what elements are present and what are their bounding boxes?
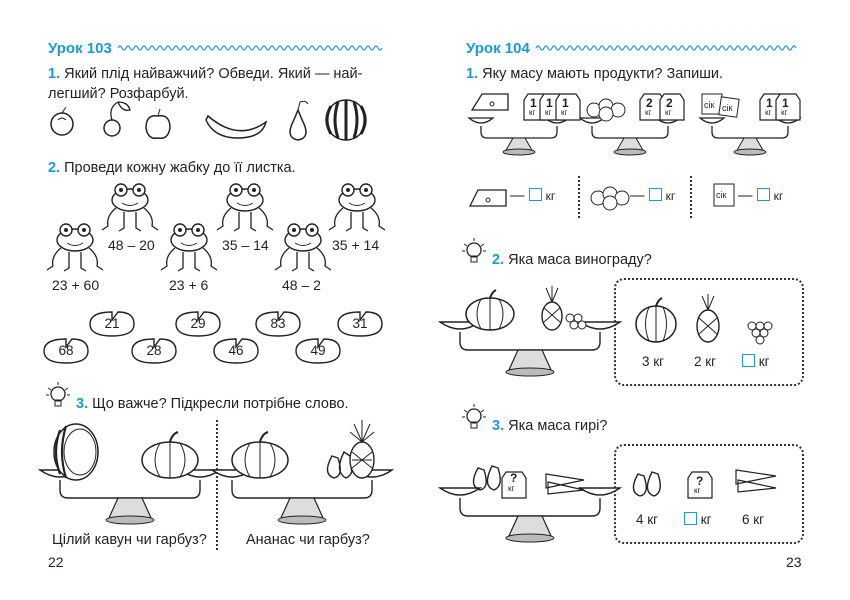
frog-expression: 48 – 2 bbox=[282, 277, 321, 293]
frog-expression: 23 + 6 bbox=[169, 277, 209, 293]
caption-pineapple-pumpkin: Ананас чи гарбуз? bbox=[246, 532, 370, 548]
weight-value: 1 bbox=[546, 96, 553, 110]
task-number: 3. bbox=[492, 418, 505, 434]
task-text: Проведи кожну жабку до її листка. bbox=[64, 160, 296, 176]
leaf-value: 28 bbox=[146, 343, 162, 358]
carrots-icon bbox=[546, 474, 584, 494]
answer-box[interactable] bbox=[684, 512, 697, 525]
weight-question: ? bbox=[696, 474, 704, 488]
weight-value: 1 bbox=[530, 96, 537, 110]
task-text: Яка маса винограду? bbox=[508, 252, 652, 268]
unit-label: кг bbox=[700, 512, 712, 527]
leaf-value: 31 bbox=[352, 316, 368, 331]
unit-label: кг bbox=[773, 189, 784, 203]
unit-label: кг bbox=[758, 354, 770, 369]
task-text: Яка маса гирі? bbox=[508, 418, 608, 434]
pears-icon bbox=[473, 466, 500, 490]
weight-value: 1 bbox=[766, 96, 773, 110]
task-number: 1. bbox=[48, 66, 61, 82]
weight-mass bbox=[684, 510, 712, 530]
dash: — bbox=[738, 188, 753, 204]
weight-value: 2 bbox=[646, 96, 653, 110]
weight-value: 1 bbox=[782, 96, 789, 110]
carrots-mass: 6 кг bbox=[742, 512, 765, 527]
leaf-value: 49 bbox=[310, 343, 326, 358]
unit-label: кг bbox=[665, 189, 676, 203]
task-text: Яку масу мають продукти? Запиши. bbox=[482, 66, 724, 82]
frog-expression: 23 + 60 bbox=[52, 277, 100, 293]
weight-unit: кг bbox=[529, 108, 536, 117]
weight-unit: кг bbox=[694, 486, 701, 495]
weight-question: ? bbox=[510, 471, 518, 485]
frog-expression: 48 – 20 bbox=[108, 237, 155, 253]
task-text-line1: Який плід найважчий? Обведи. Який — най- bbox=[64, 66, 363, 82]
scale-icon bbox=[440, 488, 620, 542]
lesson-104-title: Урок 104 bbox=[466, 40, 530, 57]
unit-label: кг bbox=[545, 189, 556, 203]
task-number: 1. bbox=[466, 66, 479, 82]
task-number: 3. bbox=[76, 396, 89, 412]
leaf-value: 46 bbox=[228, 343, 244, 358]
dash: — bbox=[630, 188, 645, 204]
task-number: 2. bbox=[492, 252, 505, 268]
juice-label: сік bbox=[716, 190, 727, 200]
leaf-value: 68 bbox=[58, 343, 74, 358]
weight-unit: кг bbox=[645, 108, 652, 117]
weight-unit: кг bbox=[665, 108, 672, 117]
weight-unit: кг bbox=[561, 108, 568, 117]
page-number-left: 22 bbox=[48, 554, 64, 570]
weight-value: 1 bbox=[562, 96, 569, 110]
weight-value: 2 bbox=[666, 96, 673, 110]
task-text: Що важче? Підкресли потрібне слово. bbox=[92, 396, 349, 412]
juice-label: сік bbox=[722, 103, 733, 113]
dash: — bbox=[510, 188, 525, 204]
weight-unit: кг bbox=[545, 108, 552, 117]
juice-label: сік bbox=[704, 100, 715, 110]
pumpkin-mass: 3 кг bbox=[642, 354, 665, 369]
page-number-right: 23 bbox=[786, 554, 802, 570]
weight-unit: кг bbox=[765, 108, 772, 117]
task-number: 2. bbox=[48, 160, 61, 176]
caption-watermelon-pumpkin: Цілий кавун чи гарбуз? bbox=[52, 532, 207, 548]
frog-expression: 35 – 14 bbox=[222, 237, 269, 253]
pineapple-mass: 2 кг bbox=[694, 354, 717, 369]
lesson-103-title: Урок 103 bbox=[48, 40, 112, 57]
weight-unit: кг bbox=[781, 108, 788, 117]
weight-unit: кг bbox=[508, 484, 515, 493]
leaf-value: 29 bbox=[190, 316, 206, 331]
pears-mass: 4 кг bbox=[636, 512, 659, 527]
frog-expression: 35 + 14 bbox=[332, 237, 380, 253]
leaf-value: 21 bbox=[104, 316, 120, 331]
task1-left-line2: легший? Розфарбуй. bbox=[48, 86, 189, 102]
leaf-value: 83 bbox=[270, 316, 286, 331]
